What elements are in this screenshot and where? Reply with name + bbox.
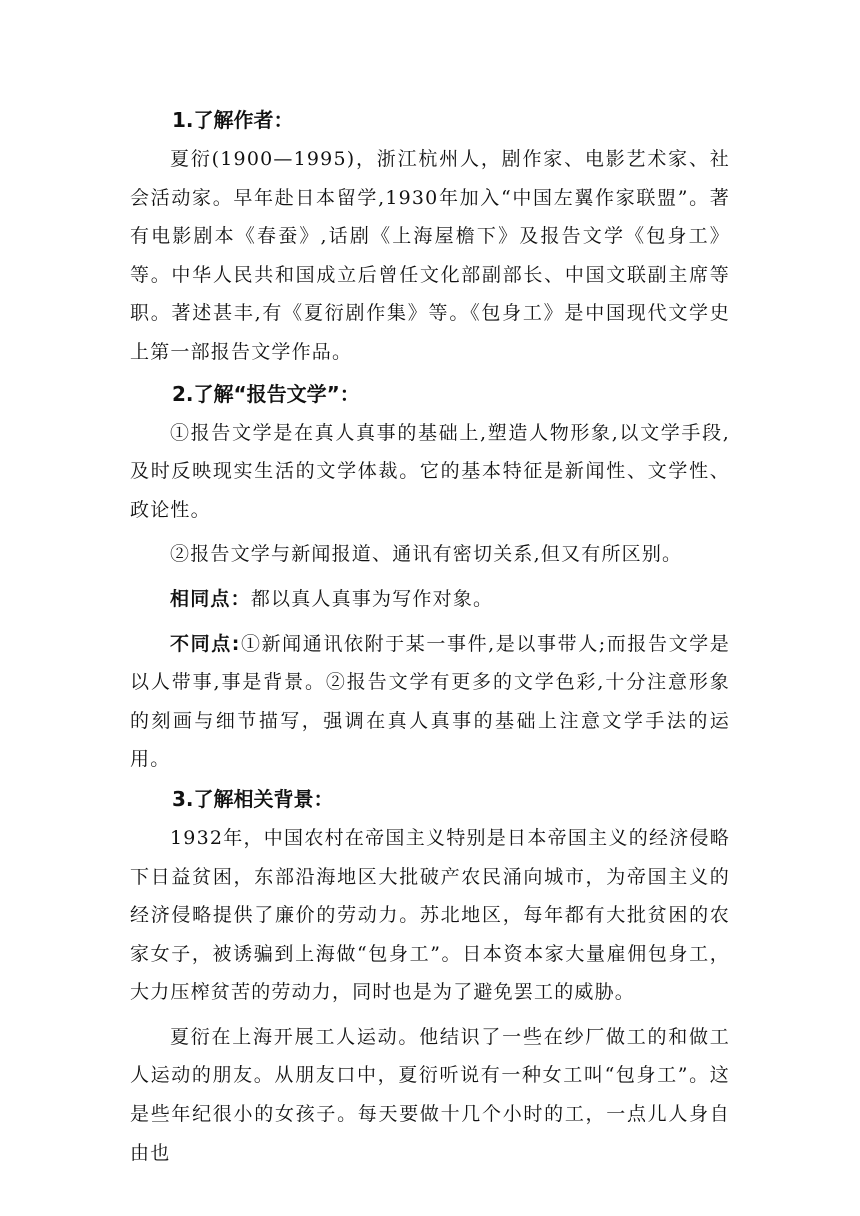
paragraph-same-points bbox=[130, 580, 730, 619]
paragraph-reportage-point1: ①报告文学是在真人真事的基础上,塑造人物形象,以文学手段,及时反映现实生活的文学体裁。它的基本特征是新闻性、文学性、政论性。 bbox=[130, 421, 730, 521]
same-points-label: 相同点： bbox=[170, 587, 251, 610]
heading-reportage: 2.了解“报告文学”： bbox=[172, 381, 360, 406]
diff-points-label: 不同点: bbox=[170, 632, 241, 655]
heading-background: 3.了解相关背景： bbox=[172, 786, 334, 811]
diff-points-text: ①新闻通讯依附于某一事件,是以事带人;而报告文学是以人带事,事是背景。②报告文学有更多的文学色彩,十分注意形象的刻画与细节描写，强调在真人真事的基础上注意文学手法的运用。 bbox=[130, 632, 730, 771]
paragraph-background-1: 1932年，中国农村在帝国主义特别是日本帝国主义的经济侵略下日益贫困，东部沿海地区大批破产农民涌向城市，为帝国主义的经济侵略提供了廉价的劳动力。苏北地区，每年都有大批贫困的农家女子，被诱骗到上海做“包身工”。日本资本家大量雇佣包身工，大力压榨贫苦的劳动力，同时也是为了避免罢工的威胁。 bbox=[130, 826, 730, 1004]
paragraph-author: 夏衍(1900—1995)，浙江杭州人，剧作家、电影艺术家、社会活动家。早年赴日本留学,1930年加入“中国左翼作家联盟”。著有电影剧本《春蚕》,话剧《上海屋檐下》及报告文学《包身工》等。中华人民共和国成立后曾任文化部副部长、中国文联副主席等职。著述甚丰,有《夏衍剧作集》等。《包身工》是中国现代文学史上第一部报告文学作品。 bbox=[130, 148, 730, 363]
heading-author: 1.了解作者： bbox=[172, 108, 294, 132]
same-points-text: 都以真人真事为写作对象。 bbox=[250, 587, 494, 610]
paragraph-diff-points bbox=[130, 625, 730, 779]
paragraph-reportage-point2: ②报告文学与新闻报道、通讯有密切关系,但又有所区别。 bbox=[170, 543, 683, 566]
paragraph-background-2: 夏衍在上海开展工人运动。他结识了一些在纱厂做工的和做工人运动的朋友。从朋友口中，夏衍听说有一种女工叫“包身工”。这是些年纪很小的女孩子。每天要做十几个小时的工，一点儿人身自由也 bbox=[130, 1025, 730, 1164]
document-body bbox=[130, 100, 730, 1172]
